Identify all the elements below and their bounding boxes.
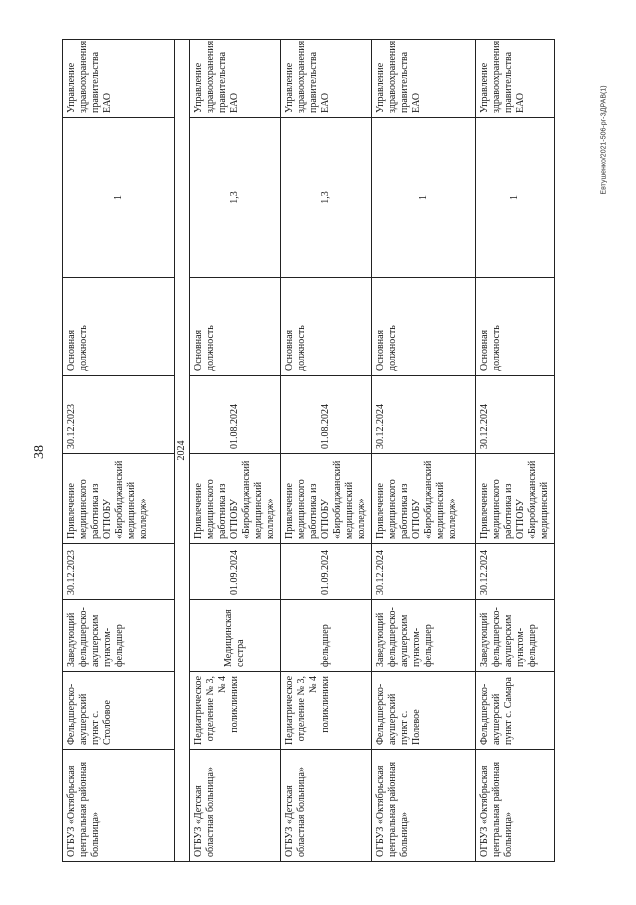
- cell-position: Заведующий фельдшерско-акушерским пунктом-фельдшер: [63, 600, 175, 672]
- cell-responsible: Управление здравоохранения правительства ЕАО: [476, 40, 555, 118]
- cell-responsible: Управление здравоохранения правительства ЕАО: [372, 40, 476, 118]
- cell-date-from: 01.09.2024: [281, 544, 372, 600]
- cell-date-to: 30.12.2024: [372, 376, 476, 454]
- cell-source: Привлечение медицинского работника из ОГПОБУ «Биробиджанский медицинский колледж»: [63, 454, 175, 544]
- table-row: [372, 40, 476, 862]
- year-label: 2024: [175, 40, 190, 862]
- table-row: [476, 40, 555, 862]
- cell-organization: ОГБУЗ «Детская областная больница»: [190, 750, 281, 862]
- cell-source: Привлечение медицинского работника из ОГПОБУ «Биробиджанский медицинский колледж»: [281, 454, 372, 544]
- page-number-text: 38: [32, 445, 47, 459]
- cell-unit: Фельдшерско-акушерский пункт с. Самара: [476, 672, 555, 750]
- cell-source: Привлечение медицинского работника из ОГПОБУ «Биробиджанский медицинский колледж»: [372, 454, 476, 544]
- cell-responsible: Управление здравоохранения правительства ЕАО: [63, 40, 175, 118]
- staffing-table: [62, 40, 550, 862]
- cell-organization: ОГБУЗ «Октябрьская центральная районная больница»: [476, 750, 555, 862]
- table-row: [63, 40, 175, 862]
- cell-source: Привлечение медицинского работника из ОГПОБУ «Биробиджанский медицинский колледж»: [190, 454, 281, 544]
- cell-date-to: 01.08.2024: [281, 376, 372, 454]
- cell-organization: ОГБУЗ «Октябрьская центральная районная больница»: [372, 750, 476, 862]
- cell-rate: 1,3: [281, 118, 372, 278]
- year-row: [175, 40, 190, 862]
- cell-responsible: Управление здравоохранения правительства ЕАО: [190, 40, 281, 118]
- cell-rate: 1: [476, 118, 555, 278]
- cell-job-type: Основная должность: [63, 278, 175, 376]
- cell-source: Привлечение медицинского работника из ОГПОБУ «Биробиджанский медицинский: [476, 454, 555, 544]
- cell-date-to: 30.12.2023: [63, 376, 175, 454]
- cell-unit: Фельдшерско-акушерский пункт с. Столбовое: [63, 672, 175, 750]
- cell-date-from: 30.12.2024: [372, 544, 476, 600]
- cell-unit: Педиатрическое отделение № 3, № 4 поликлиники: [281, 672, 372, 750]
- cell-position: фельдшер: [281, 600, 372, 672]
- cell-date-to: 01.08.2024: [190, 376, 281, 454]
- cell-position: Медицинская сестра: [190, 600, 281, 672]
- cell-job-type: Основная должность: [476, 278, 555, 376]
- staffing-table-grid: [62, 39, 555, 862]
- cell-job-type: Основная должность: [190, 278, 281, 376]
- cell-position: Заведующий фельдшерско-акушерским пунктом-фельдшер: [372, 600, 476, 672]
- cell-rate: 1: [372, 118, 476, 278]
- cell-organization: ОГБУЗ «Октябрьская центральная районная больница»: [63, 750, 175, 862]
- cell-position: Заведующий фельдшерско-акушерским пунктом-фельдшер: [476, 600, 555, 672]
- cell-rate: 1: [63, 118, 175, 278]
- cell-date-from: 01.09.2024: [190, 544, 281, 600]
- cell-date-to: 30.12.2024: [476, 376, 555, 454]
- cell-unit: Фельдшерско-акушерский пункт с. Полевое: [372, 672, 476, 750]
- cell-responsible: Управление здравоохранения правительства ЕАО: [281, 40, 372, 118]
- cell-job-type: Основная должность: [372, 278, 476, 376]
- cell-job-type: Основная должность: [281, 278, 372, 376]
- cell-unit: Педиатрическое отделение № 3, № 4 поликлиники: [190, 672, 281, 750]
- table-row: [190, 40, 281, 862]
- cell-date-from: 30.12.2024: [476, 544, 555, 600]
- cell-organization: ОГБУЗ «Детская областная больница»: [281, 750, 372, 862]
- table-row: [281, 40, 372, 862]
- cell-rate: 1,3: [190, 118, 281, 278]
- cell-date-from: 30.12.2023: [63, 544, 175, 600]
- footer-code-text: Евтушенко/2021-506-рг-ЗДРАВ(1): [600, 85, 608, 195]
